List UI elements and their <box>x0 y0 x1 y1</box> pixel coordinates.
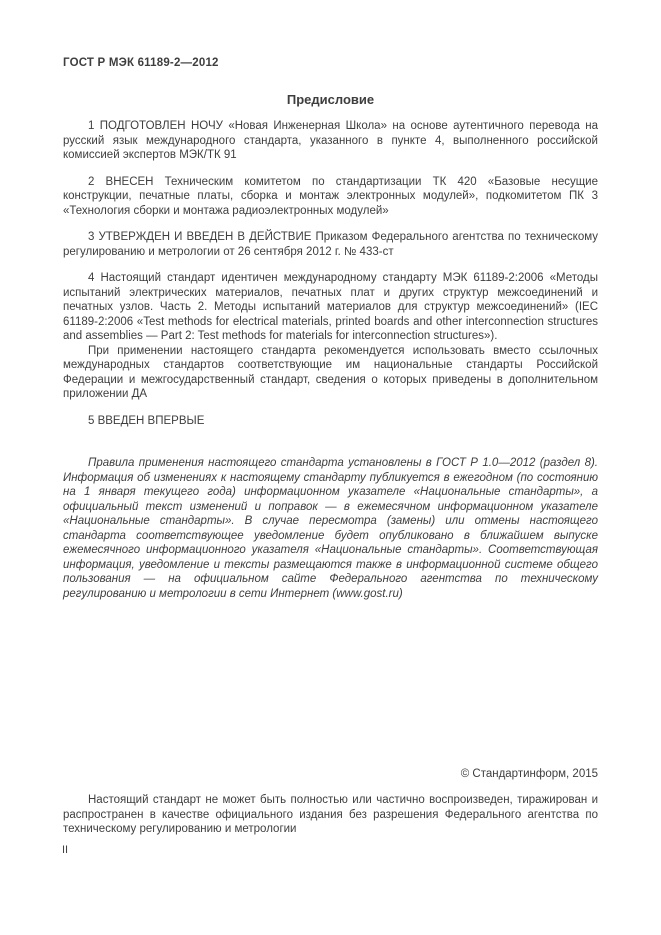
application-rules-note: Правила применения настоящего стандарта установлены в ГОСТ Р 1.0—2012 (раздел 8). Информация об изменениях к настоящему стандарту публикуется в ежегодном (по состоянию на 1 января текущего года) информационном указателе «Национальные стандарты», а официальный текст изменений и поправок — в ежемесячном информационном указателе «Национальные стандарты». В случае пересмотра (замены) или отмены настоящего стандарта соответствующее уведомление будет опубликовано в ближайшем выпуске ежемесячного информационного указателя «Национальные стандарты». Соответствующая информация, уведомление и тексты размещаются также в информационной системе общего пользования — на официальном сайте Федерального агентства по техническому регулированию и метрологии в сети Интернет (www.gost.ru) <box>63 457 598 600</box>
section-title: Предисловие <box>286 92 375 107</box>
distribution-restriction-note: Настоящий стандарт не может быть полностью или частично воспроизведен, тиражирован и распространен в качестве официального издания без разрешения Федерального агентства по техническому регулированию и метрологии <box>63 794 598 835</box>
foreword-item-application-recommendation: При применении настоящего стандарта рекомендуется использовать вместо ссылочных международных стандартов соответствующие им национальные стандарты Российской Федерации и межгосударственный стандарт, сведения о которых приведены в дополнительном приложении ДА <box>63 344 598 400</box>
copyright-notice: © Стандартинформ, 2015 <box>460 768 598 780</box>
foreword-item-prepared: 1 ПОДГОТОВЛЕН НОЧУ «Новая Инженерная Школа» на основе аутентичного перевода на русский язык международного стандарта, указанного в пункте 4, выполненного российской комиссией экспертов МЭК/ТК 91 <box>63 120 598 161</box>
page-number: II <box>62 844 69 856</box>
foreword-item-approved: 3 УТВЕРЖДЕН И ВВЕДЕН В ДЕЙСТВИЕ Приказом Федерального агентства по техническому регулированию и метрологии от 26 сентября 2012 г. № 433-ст <box>63 231 598 258</box>
foreword-item-identical-standard: 4 Настоящий стандарт идентичен международному стандарту МЭК 61189-2:2006 «Методы испытаний электрических материалов, печатных плат и других структур межсоединений и печатных узлов. Часть 2. Методы испытаний материалов для структур межсоединений» (IEC 61189-2:2006 «Test methods for electrical materials, printed boards and other interconnection structures and assemblies — Part 2: Test methods for materials for interconnection structures»). <box>63 272 598 342</box>
foreword-item-submitted: 2 ВНЕСЕН Техническим комитетом по стандартизации ТК 420 «Базовые несущие конструкции, печатные платы, сборка и монтаж электронных модулей», подкомитетом ПК 3 «Технология сборки и монтажа радиоэлектронных модулей» <box>63 175 598 217</box>
document-code: ГОСТ Р МЭК 61189-2—2012 <box>63 57 219 69</box>
foreword-item-introduced-first-time: 5 ВВЕДЕН ВПЕРВЫЕ <box>88 414 205 427</box>
